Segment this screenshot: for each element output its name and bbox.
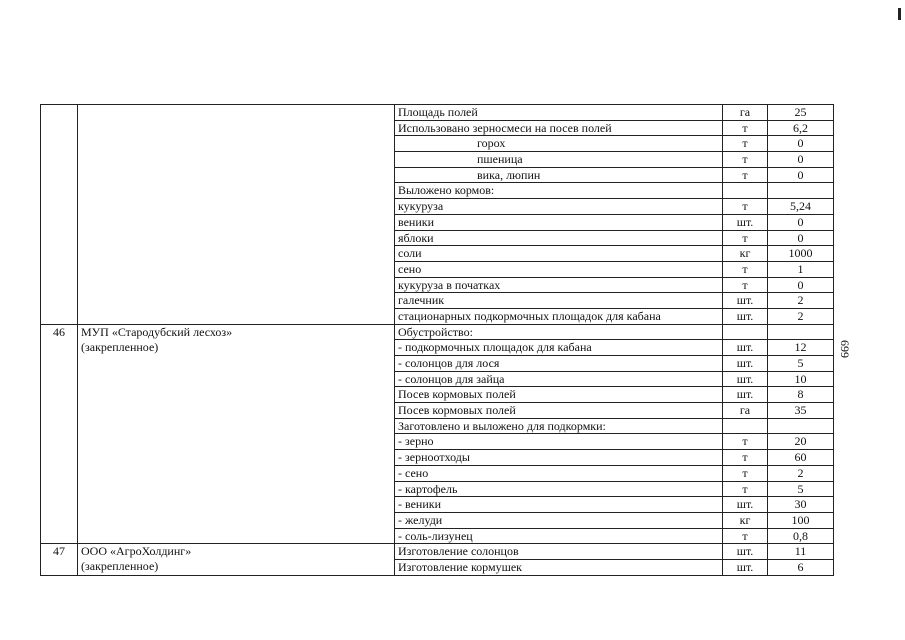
value-cell: 6,2 xyxy=(768,120,834,136)
value-cell: 0 xyxy=(768,277,834,293)
value-cell: 0 xyxy=(768,230,834,246)
value-cell: 5,24 xyxy=(768,199,834,215)
table-row xyxy=(41,261,834,277)
table-body xyxy=(41,105,834,576)
row-number-cell xyxy=(41,356,78,372)
value-cell: 6 xyxy=(768,559,834,575)
table-row xyxy=(41,167,834,183)
table-row xyxy=(41,528,834,544)
row-number-cell xyxy=(41,418,78,434)
organization-cell xyxy=(78,136,395,152)
value-cell: 5 xyxy=(768,481,834,497)
unit-cell: шт. xyxy=(723,387,768,403)
table-row xyxy=(41,403,834,419)
table-row xyxy=(41,512,834,528)
table-row xyxy=(41,120,834,136)
organization-cell xyxy=(78,214,395,230)
value-cell: 20 xyxy=(768,434,834,450)
value-cell: 0 xyxy=(768,152,834,168)
unit-cell: т xyxy=(723,152,768,168)
unit-cell: шт. xyxy=(723,308,768,324)
unit-cell: т xyxy=(723,481,768,497)
unit-cell: шт. xyxy=(723,559,768,575)
organization-cell xyxy=(78,246,395,262)
unit-cell: шт. xyxy=(723,371,768,387)
organization-cell xyxy=(78,199,395,215)
row-number-cell xyxy=(41,497,78,513)
organization-cell xyxy=(78,512,395,528)
margin-mark xyxy=(898,8,901,20)
row-number-cell xyxy=(41,120,78,136)
row-number-cell xyxy=(41,277,78,293)
table-row xyxy=(41,387,834,403)
activity-cell: - зерноотходы xyxy=(395,450,723,466)
unit-cell: т xyxy=(723,277,768,293)
unit-cell: т xyxy=(723,434,768,450)
organization-cell xyxy=(78,450,395,466)
unit-cell xyxy=(723,324,768,340)
activity-cell: соли xyxy=(395,246,723,262)
row-number-cell: 47 xyxy=(41,544,78,560)
value-cell: 1000 xyxy=(768,246,834,262)
unit-cell: га xyxy=(723,403,768,419)
unit-cell: шт. xyxy=(723,356,768,372)
value-cell: 8 xyxy=(768,387,834,403)
activity-cell: пшеница xyxy=(395,152,723,168)
value-cell: 12 xyxy=(768,340,834,356)
row-number-cell xyxy=(41,214,78,230)
organization-cell xyxy=(78,528,395,544)
unit-cell: т xyxy=(723,528,768,544)
value-cell xyxy=(768,183,834,199)
value-cell: 11 xyxy=(768,544,834,560)
row-number-cell xyxy=(41,152,78,168)
activity-cell: Заготовлено и выложено для подкормки: xyxy=(395,418,723,434)
table-row xyxy=(41,340,834,356)
organization-cell xyxy=(78,105,395,121)
unit-cell: т xyxy=(723,450,768,466)
table-row xyxy=(41,418,834,434)
row-number-cell xyxy=(41,246,78,262)
organization-cell xyxy=(78,387,395,403)
table-row xyxy=(41,465,834,481)
page-number: 699 xyxy=(838,340,852,358)
organization-cell: ООО «АгроХолдинг» xyxy=(78,544,395,560)
value-cell: 5 xyxy=(768,356,834,372)
table-row xyxy=(41,308,834,324)
value-cell: 30 xyxy=(768,497,834,513)
table-row xyxy=(41,199,834,215)
organization-cell xyxy=(78,120,395,136)
unit-cell: кг xyxy=(723,512,768,528)
row-number-cell xyxy=(41,167,78,183)
activity-cell: - зерно xyxy=(395,434,723,450)
organization-cell xyxy=(78,434,395,450)
unit-cell: т xyxy=(723,120,768,136)
organization-cell xyxy=(78,167,395,183)
activity-cell: - желуди xyxy=(395,512,723,528)
unit-cell: т xyxy=(723,230,768,246)
activity-cell: Обустройство: xyxy=(395,324,723,340)
unit-cell: кг xyxy=(723,246,768,262)
value-cell: 100 xyxy=(768,512,834,528)
activity-cell: Посев кормовых полей xyxy=(395,403,723,419)
row-number-cell xyxy=(41,528,78,544)
table-row xyxy=(41,434,834,450)
value-cell: 25 xyxy=(768,105,834,121)
row-number-cell xyxy=(41,403,78,419)
activity-cell: - картофель xyxy=(395,481,723,497)
activity-cell: - сено xyxy=(395,465,723,481)
organization-cell xyxy=(78,418,395,434)
organization-cell: (закрепленное) xyxy=(78,559,395,575)
unit-cell: т xyxy=(723,465,768,481)
organization-cell xyxy=(78,481,395,497)
value-cell: 60 xyxy=(768,450,834,466)
activity-cell: Выложено кормов: xyxy=(395,183,723,199)
row-number-cell xyxy=(41,105,78,121)
value-cell: 10 xyxy=(768,371,834,387)
unit-cell: шт. xyxy=(723,544,768,560)
unit-cell: шт. xyxy=(723,214,768,230)
row-number-cell xyxy=(41,230,78,246)
organization-cell: МУП «Стародубский лесхоз» xyxy=(78,324,395,340)
organization-cell xyxy=(78,183,395,199)
activity-cell: - солонцов для лося xyxy=(395,356,723,372)
table-row xyxy=(41,277,834,293)
row-number-cell xyxy=(41,340,78,356)
row-number-cell xyxy=(41,559,78,575)
row-number-cell xyxy=(41,371,78,387)
value-cell: 35 xyxy=(768,403,834,419)
table-row xyxy=(41,246,834,262)
value-cell: 2 xyxy=(768,293,834,309)
activity-cell: сено xyxy=(395,261,723,277)
activity-cell: вика, люпин xyxy=(395,167,723,183)
value-cell xyxy=(768,324,834,340)
table-row xyxy=(41,559,834,575)
unit-cell: га xyxy=(723,105,768,121)
activity-cell: Изготовление кормушек xyxy=(395,559,723,575)
activity-cell: Изготовление солонцов xyxy=(395,544,723,560)
value-cell: 0 xyxy=(768,136,834,152)
organization-cell: (закрепленное) xyxy=(78,340,395,356)
row-number-cell xyxy=(41,136,78,152)
unit-cell: шт. xyxy=(723,497,768,513)
unit-cell xyxy=(723,418,768,434)
table-row xyxy=(41,450,834,466)
organization-cell xyxy=(78,465,395,481)
activity-cell: галечник xyxy=(395,293,723,309)
organization-cell xyxy=(78,277,395,293)
activity-cell: Посев кормовых полей xyxy=(395,387,723,403)
value-cell: 1 xyxy=(768,261,834,277)
table-row xyxy=(41,544,834,560)
organization-cell xyxy=(78,371,395,387)
table-row xyxy=(41,136,834,152)
value-cell: 0 xyxy=(768,214,834,230)
table-row xyxy=(41,497,834,513)
row-number-cell xyxy=(41,308,78,324)
row-number-cell xyxy=(41,387,78,403)
activity-cell: Площадь полей xyxy=(395,105,723,121)
activity-cell: яблоки xyxy=(395,230,723,246)
organization-cell xyxy=(78,230,395,246)
table-row xyxy=(41,230,834,246)
unit-cell: т xyxy=(723,136,768,152)
row-number-cell xyxy=(41,434,78,450)
row-number-cell xyxy=(41,481,78,497)
hunting-measures-table xyxy=(40,104,834,576)
table-row xyxy=(41,481,834,497)
organization-cell xyxy=(78,497,395,513)
table-row xyxy=(41,183,834,199)
activity-cell: веники xyxy=(395,214,723,230)
value-cell: 0,8 xyxy=(768,528,834,544)
row-number-cell xyxy=(41,183,78,199)
value-cell: 2 xyxy=(768,465,834,481)
unit-cell: шт. xyxy=(723,340,768,356)
organization-cell xyxy=(78,293,395,309)
activity-cell: - солонцов для зайца xyxy=(395,371,723,387)
unit-cell: т xyxy=(723,199,768,215)
organization-cell xyxy=(78,152,395,168)
row-number-cell xyxy=(41,261,78,277)
activity-cell: горох xyxy=(395,136,723,152)
organization-cell xyxy=(78,308,395,324)
table-row xyxy=(41,293,834,309)
table-row xyxy=(41,152,834,168)
table-row xyxy=(41,356,834,372)
row-number-cell xyxy=(41,293,78,309)
activity-cell: - подкормочных площадок для кабана xyxy=(395,340,723,356)
activity-cell: стационарных подкормочных площадок для кабана xyxy=(395,308,723,324)
organization-cell xyxy=(78,403,395,419)
activity-cell: кукуруза xyxy=(395,199,723,215)
activity-cell: - веники xyxy=(395,497,723,513)
table-row xyxy=(41,105,834,121)
unit-cell xyxy=(723,183,768,199)
value-cell: 2 xyxy=(768,308,834,324)
activity-cell: Использовано зерносмеси на посев полей xyxy=(395,120,723,136)
organization-cell xyxy=(78,261,395,277)
row-number-cell xyxy=(41,450,78,466)
table-row xyxy=(41,324,834,340)
value-cell xyxy=(768,418,834,434)
value-cell: 0 xyxy=(768,167,834,183)
table-row xyxy=(41,371,834,387)
table-row xyxy=(41,214,834,230)
unit-cell: т xyxy=(723,261,768,277)
row-number-cell xyxy=(41,512,78,528)
activity-cell: кукуруза в початках xyxy=(395,277,723,293)
unit-cell: т xyxy=(723,167,768,183)
organization-cell xyxy=(78,356,395,372)
row-number-cell xyxy=(41,199,78,215)
row-number-cell: 46 xyxy=(41,324,78,340)
row-number-cell xyxy=(41,465,78,481)
activity-cell: - соль-лизунец xyxy=(395,528,723,544)
unit-cell: шт. xyxy=(723,293,768,309)
